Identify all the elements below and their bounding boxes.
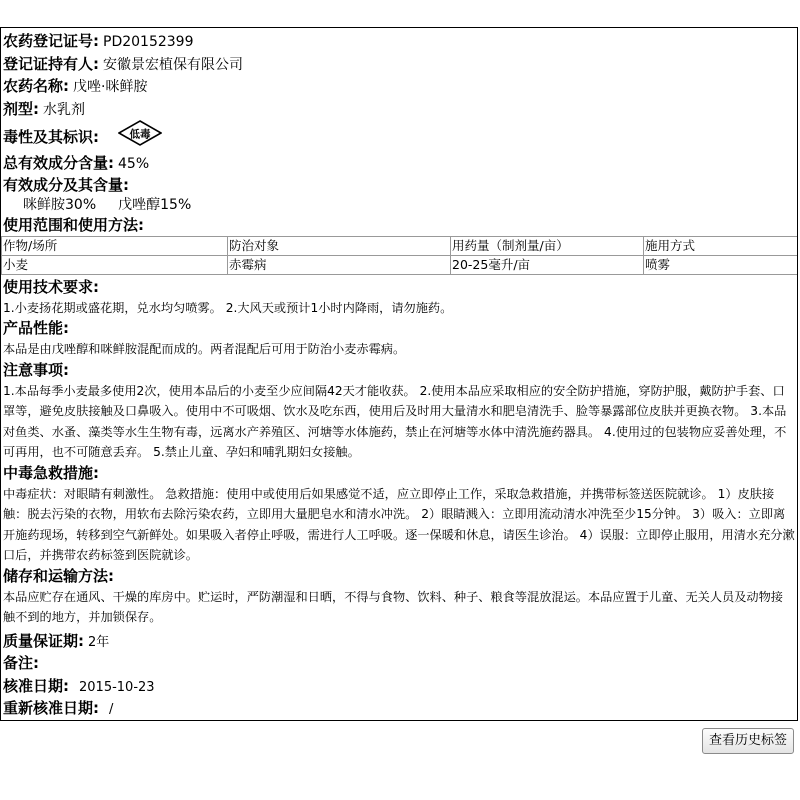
pesticide-name-value: 戊唑·咪鲜胺	[73, 79, 148, 95]
ingredient-item: 咪鲜胺30%	[23, 196, 97, 213]
usage-heading: 使用范围和使用方法:	[3, 215, 144, 234]
header-crop: 作物/场所	[2, 236, 228, 255]
table-row	[2, 255, 799, 274]
reapproval-date-label: 重新核准日期:	[3, 699, 99, 717]
approval-date-row	[3, 675, 795, 698]
view-history-label-button[interactable]: 查看历史标签	[702, 728, 794, 754]
technique-heading: 使用技术要求:	[3, 277, 99, 296]
technique-text: 1.小麦扬花期或盛花期，兑水均匀喷雾。 2.大风天或预计1小时内降雨，请勿施药。	[3, 300, 453, 315]
shelf-life-label: 质量保证期:	[3, 631, 84, 650]
header-target: 防治对象	[228, 236, 451, 255]
shelf-life-value: 2年	[88, 634, 110, 650]
formulation-label: 剂型:	[3, 99, 39, 118]
label-content	[1, 28, 797, 720]
ingredient-item: 戊唑醇15%	[118, 196, 192, 213]
total-content-label: 总有效成分含量:	[3, 154, 114, 172]
usage-table	[1, 236, 798, 275]
table-header-row	[2, 236, 799, 255]
header-method: 施用方式	[644, 236, 799, 255]
storage-text: 本品应贮存在通风、干燥的库房中。贮运时，严防潮湿和日晒，不得与食物、饮料、种子、粮食等混放混运。本品应置于儿童、无关人员及动物接触不到的地方，并加锁保存。	[3, 589, 783, 624]
total-content-value: 45%	[118, 156, 150, 172]
ingredients-row	[3, 175, 795, 195]
formulation-row	[3, 98, 795, 121]
reg-no-row	[3, 30, 795, 53]
approval-date-value: 2015-10-23	[79, 679, 155, 695]
cell-target: 赤霉病	[228, 255, 451, 274]
first-aid-heading: 中毒急救措施:	[3, 463, 99, 482]
ingredients-list	[3, 195, 795, 215]
performance-heading: 产品性能:	[3, 319, 69, 337]
holder-value: 安徽景宏植保有限公司	[103, 56, 243, 73]
cell-crop: 小麦	[2, 255, 228, 274]
precautions-heading: 注意事项:	[3, 360, 69, 379]
remarks-label: 备注:	[3, 654, 39, 672]
header-dosage: 用药量（制剂量/亩）	[451, 236, 644, 255]
storage-heading: 储存和运输方法:	[3, 566, 114, 585]
formulation-value: 水乳剂	[43, 101, 85, 118]
performance-text: 本品是由戊唑醇和咪鲜胺混配而成的。两者混配后可用于防治小麦赤霉病。	[3, 342, 406, 356]
reg-no-label: 农药登记证号:	[3, 32, 99, 50]
remarks-row	[3, 652, 795, 675]
total-content-row	[3, 152, 795, 175]
holder-label: 登记证持有人:	[3, 54, 99, 73]
pesticide-name-row	[3, 75, 795, 98]
low-toxicity-diamond-icon	[118, 120, 162, 155]
shelf-life-row	[3, 630, 795, 653]
label-panel	[0, 27, 798, 721]
toxicity-label: 毒性及其标识:	[3, 128, 99, 146]
toxicity-badge-text: 低毒	[129, 128, 151, 141]
cell-method: 喷雾	[644, 255, 799, 274]
reapproval-date-row	[3, 697, 795, 720]
precautions-text: 1.本品每季小麦最多使用2次，使用本品后的小麦至少应间隔42天才能收获。 2.使用本品应采取相应的安全防护措施，穿防护服，戴防护手套、口罩等，避免皮肤接触及口鼻吸入。使用中不可吸烟、饮水及吃东西，使用后及时用大量清水和肥皂清洗手、脸等暴露部位皮肤并更换衣物。 3.本品对鱼类、水蚤、藻类等水生生物有毒，远离水产养殖区、河塘等水体施药，禁止在河塘等水体中清洗施药器具。 4.使用过的包装物应妥善处理，不可再用，也不可随意丢弃。 5.禁止儿童、孕妇和哺乳期妇女接触。	[3, 383, 787, 459]
pesticide-name-label: 农药名称:	[3, 77, 69, 95]
approval-date-label: 核准日期:	[3, 676, 69, 695]
ingredients-label: 有效成分及其含量:	[3, 175, 129, 194]
holder-row	[3, 53, 795, 76]
first-aid-text: 中毒症状：对眼睛有刺激性。 急救措施：使用中或使用后如果感觉不适，应立即停止工作，采取急救措施，并携带标签送医院就诊。 1）皮肤接触：脱去污染的衣物，用软布去除污染农药，立即用大量肥皂水和清水冲洗。 2）眼睛溅入：立即用流动清水冲洗至少15分钟。 3）吸入：立即离开施药现场，转移到空气新鲜处。如果吸入者停止呼吸，需进行人工呼吸。逐一保暖和休息，请医生诊治。 4）误服：立即停止服用，用清水充分漱口后，并携带农药标签到医院就诊。	[3, 486, 795, 562]
cell-dosage: 20-25毫升/亩	[451, 255, 644, 274]
reg-no-value: PD20152399	[103, 34, 194, 50]
reapproval-date-value: /	[109, 702, 114, 717]
toxicity-row	[3, 120, 795, 152]
